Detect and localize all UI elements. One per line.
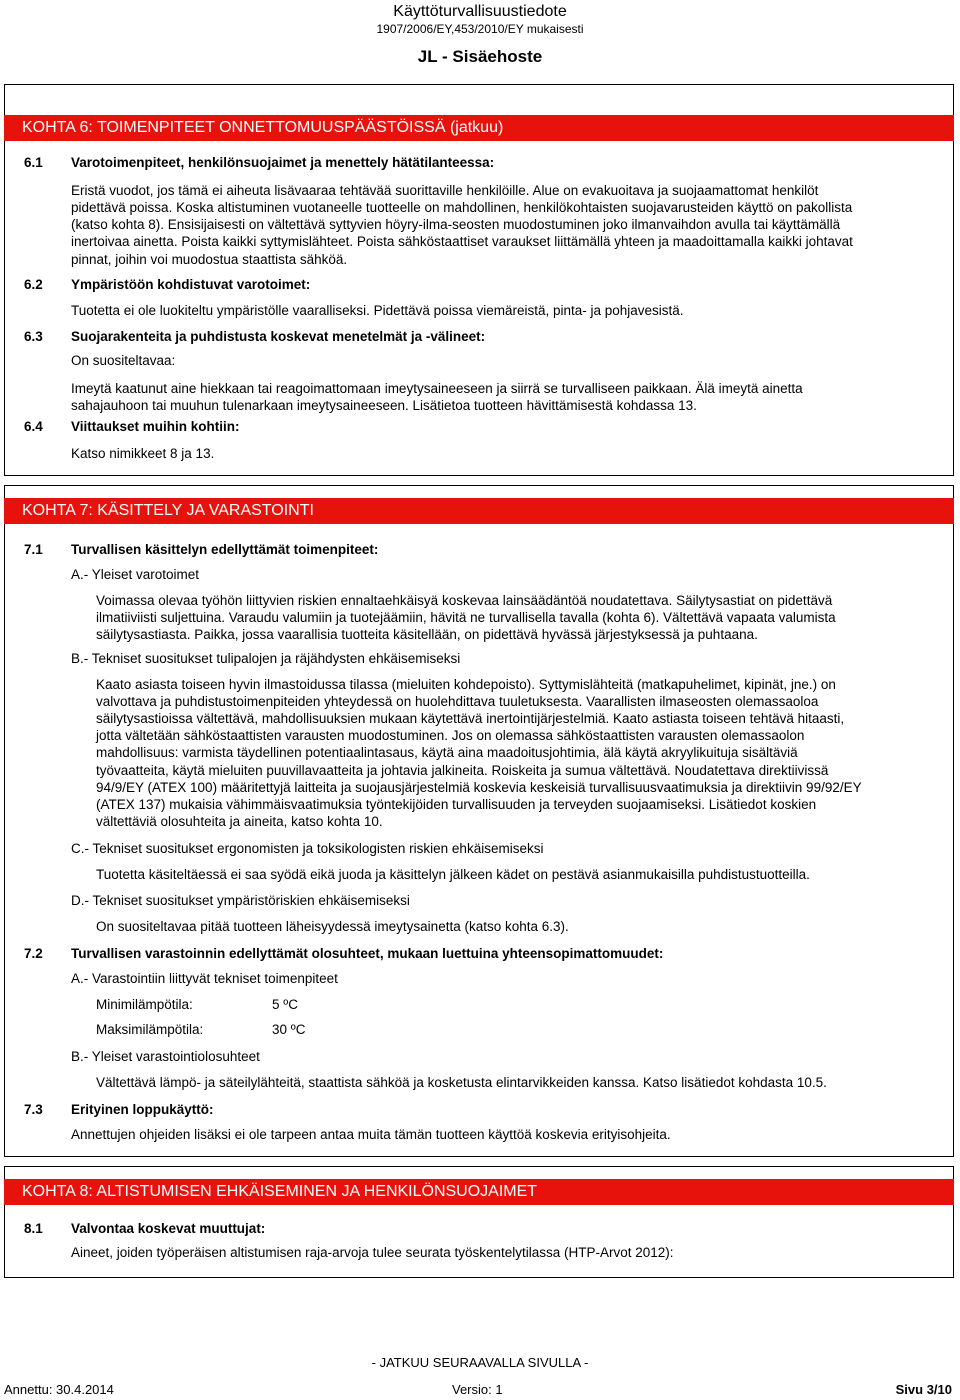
paragraph-line: säilytysastiasta. Paikka, jossa vaarallisia tuotteita käsitellään, on pidettävä hyvässä järjestyksessä ja puhtaana. — [96, 627, 758, 642]
subheading: C.- Tekniset suositukset ergonomisten ja toksikologisten riskien ehkäisemiseksi — [71, 841, 544, 856]
paragraph-line: vältettäviä olosuhteita ja aineita, katso kohta 10. — [96, 814, 383, 829]
continued-notice: - JATKUU SEURAAVALLA SIVULLA - — [371, 1355, 589, 1370]
paragraph-line: (ATEX 137) mukaisia vähimmäisvaatimuksia työntekijöiden turvallisuuden ja terveyden suojaamiseksi. Lisätiedot koskien — [96, 797, 817, 812]
paragraph-line: Tuotetta ei ole luokiteltu ympäristölle vaaralliseksi. Pidettävä poissa viemäreistä, pinta- ja pohjavesistä. — [71, 303, 684, 318]
paragraph-line: sahajauhoon tai muuhun tulenarkaan imeytysaineeseen. Lisätietoa tuotteen hävittämisestä kohdassa 13. — [71, 398, 697, 413]
subsection-heading: Varotoimenpiteet, henkilönsuojaimet ja menettely hätätilanteessa: — [71, 155, 495, 170]
paragraph-line: (katso kohta 8). Ensisijaisesti on vältettävä syttyvien höyry-ilma-seosten muodostuminen joko ilmanvaihdon avulla tai käyttämällä — [71, 217, 841, 232]
subsection-number: 6.1 — [24, 155, 43, 170]
product-name: JL - Sisäehoste — [417, 47, 543, 66]
subsection-heading: Viittaukset muihin kohtiin: — [71, 419, 240, 434]
subsection-number: 7.2 — [24, 946, 43, 961]
paragraph-line: Eristä vuodot, jos tämä ei aiheuta lisävaaraa tehtävää suorittaville henkilöille. Alue on evakuoitava ja suojaamattomat henkilöt — [71, 183, 819, 198]
subsection-number: 6.4 — [24, 419, 43, 434]
paragraph-line: Katso nimikkeet 8 ja 13. — [71, 446, 215, 461]
paragraph-line: On suositeltavaa pitää tuotteen läheisyydessä imeytysainetta (katso kohta 6.3). — [96, 919, 569, 934]
paragraph-line: valvottava ja puhdistustoimenpiteiden yhteydessä on huolehdittava tuuletuksesta. Vaarallisten ilmaseosten olemassaoloa — [96, 694, 819, 709]
section-6-title: KOHTA 6: TOIMENPITEET ONNETTOMUUSPÄÄSTÖISSÄ (jatkuu) — [4, 115, 954, 141]
paragraph-line: ilmatiiviisti suljettuina. Varaudu valumiin ja tuotejäämiin, hävitä ne turvallisella tavalla (kohta 6). Vältettävä vapaata valumista — [96, 610, 836, 625]
paragraph-line: jotta vältetään sähköstaattisten varausten muodostuminen. Jos on olemassa sähköstaattisten varausten olemassaolon — [96, 728, 805, 743]
subsection-heading: Ympäristöön kohdistuvat varotoimet: — [71, 277, 311, 292]
subsection-heading: Suojarakenteita ja puhdistusta koskevat menetelmät ja -välineet: — [71, 329, 486, 344]
subsection-number: 8.1 — [24, 1221, 43, 1236]
paragraph-line: pidettävä poissa. Koska altistuminen vuotaneelle tuotteelle on mahdollinen, henkilökohtaisten suojavarusteiden käyttö on pakollista — [71, 200, 853, 215]
min-temperature-label: Minimilämpötila: — [96, 997, 193, 1012]
paragraph-line: inertoivaa ainetta. Poista kaikki syttymislähteet. Poista sähköstaattiset varaukset liittämällä yhteen ja maadoittamalla kaikki johtavat — [71, 234, 853, 249]
subsection-number: 7.3 — [24, 1102, 43, 1117]
subsection-heading: Erityinen loppukäyttö: — [71, 1102, 214, 1117]
subheading: B.- Yleiset varastointiolosuhteet — [71, 1049, 260, 1064]
paragraph-line: mahdollisuus: varmista täydellinen potentiaalintasaus, käytä aina maadoitusjohtimia, älä käytä akryylikuituja sisältäviä — [96, 745, 798, 760]
paragraph-line: pinnat, joihin voi muodostua staattista sähköä. — [71, 252, 348, 267]
subsection-number: 6.3 — [24, 329, 43, 344]
subsection-heading: Turvallisen käsittelyn edellyttämät toimenpiteet: — [71, 542, 379, 557]
subheading: D.- Tekniset suositukset ympäristöriskien ehkäisemiseksi — [71, 893, 410, 908]
paragraph-line: Annettujen ohjeiden lisäksi ei ole tarpeen antaa muita tämän tuotteen käyttöä koskevia erityisohjeita. — [71, 1127, 671, 1142]
section-8-title: KOHTA 8: ALTISTUMISEN EHKÄISEMINEN JA HENKILÖNSUOJAIMET — [4, 1179, 954, 1205]
subsection-number: 7.1 — [24, 542, 43, 557]
subheading: B.- Tekniset suositukset tulipalojen ja räjähdysten ehkäisemiseksi — [71, 651, 461, 666]
subheading: A.- Yleiset varotoimet — [71, 567, 200, 582]
regulation-reference: 1907/2006/EY,453/2010/EY mukaisesti — [376, 22, 584, 36]
paragraph-line: Aineet, joiden työperäisen altistumisen raja-arvoja tulee seurata työskentelytilassa (HTP-Arvot 2012): — [71, 1245, 674, 1260]
subsection-heading: Turvallisen varastoinnin edellyttämät olosuhteet, mukaan luettuina yhteensopimattomuudet: — [71, 946, 664, 961]
subsection-heading: Valvontaa koskevat muuttujat: — [71, 1221, 266, 1236]
paragraph-line: säilytysastioissa vältettävä, mahdollisuuksien mukaan käytettävä inertointijärjestelmiä. Kaato astiasta toiseen tehtävä hitaasti, — [96, 711, 845, 726]
issue-date: Annettu: 30.4.2014 — [4, 1382, 114, 1397]
subsection-number: 6.2 — [24, 277, 43, 292]
paragraph-line: On suositeltavaa: — [71, 353, 176, 368]
paragraph-line: 94/9/EY (ATEX 100) määritettyjä laitteita ja suojausjärjestelmiä koskevia keskeisiä turvallisuusvaatimuksia ja direktiivin 99/92/EY — [96, 780, 862, 795]
paragraph-line: Vältettävä lämpö- ja säteilylähteitä, staattista sähköä ja kosketusta elintarvikkeiden kanssa. Katso lisätiedot kohdasta 10.5. — [96, 1075, 827, 1090]
document-title: Käyttöturvallisuustiedote — [393, 3, 567, 20]
subheading: A.- Varastointiin liittyvät tekniset toimenpiteet — [71, 971, 338, 986]
paragraph-line: Tuotetta käsiteltäessä ei saa syödä eikä juoda ja käsittelyn jälkeen kädet on pestävä asianmukaisilla puhdistustuotteilla. — [96, 867, 810, 882]
max-temperature-value: 30 ºC — [272, 1022, 306, 1037]
paragraph-line: Kaato asiasta toiseen hyvin ilmastoidussa tilassa (mieluiten kohdepoisto). Syttymislähteitä (matkapuhelimet, kipinät, jne.) on — [96, 677, 836, 692]
page-number: Sivu 3/10 — [895, 1382, 952, 1397]
document-header — [0, 2, 960, 68]
version-number: Versio: 1 — [452, 1382, 503, 1397]
paragraph-line: Imeytä kaatunut aine hiekkaan tai reagoimattomaan imeytysaineeseen ja siirrä se turvalliseen paikkaan. Älä imeytä ainetta — [71, 381, 803, 396]
max-temperature-label: Maksimilämpötila: — [96, 1022, 204, 1037]
min-temperature-value: 5 ºC — [272, 997, 298, 1012]
paragraph-line: työvaatteita, käytä mieluiten puuvillavaatteita ja johtavia jalkineita. Roiskeita ja sumua vältettävä. Noudatettava direktiivissä — [96, 763, 829, 778]
section-7-title: KOHTA 7: KÄSITTELY JA VARASTOINTI — [4, 498, 954, 524]
paragraph-line: Voimassa olevaa työhön liittyvien riskien ennaltaehkäisyä koskevaa lainsäädäntöä noudatettava. Säilytysastiat on pidettävä — [96, 593, 833, 608]
